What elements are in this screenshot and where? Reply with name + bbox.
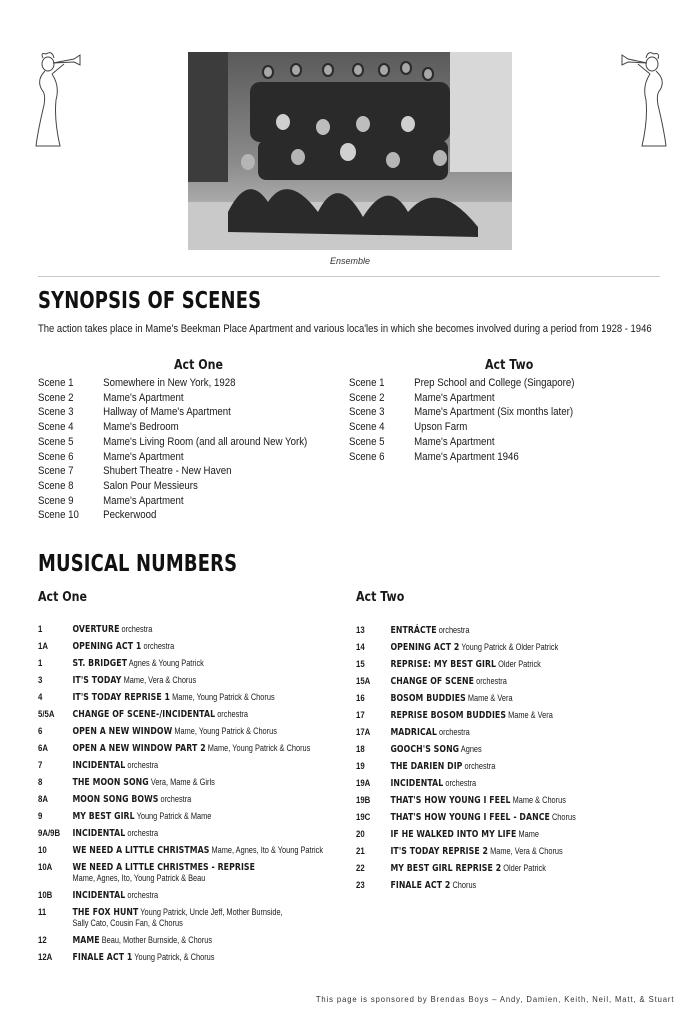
musical-act-one-list: 1 OVERTURE orchestra 1A OPENING ACT 1 orchestra 1 ST. BRIDGET Agnes & Young Patrick 3 IT'S TODAY Mame, Vera & Chorus 4 IT'S TODAY REPRISE 1 Mame, Young Patrick & Chorus 5/5A CHANGE OF SCENE-/INCIDENTAL orchestra 6 OPEN A NEW WINDOW Mame, Young Patrick & Chorus 6A OPEN A NEW WINDOW PART 2 Mame, Young Patrick & Chorus 7 INCIDENTAL orchestra 8 THE MOON SONG Vera, Mame & Girls 8A MOON SONG BOWS orchestra 9 MY BEST GIRL Young Patrick & Mame 9A/9B INCIDENTAL orchestra 10 WE NEED A LITTLE CHRISTMAS Mame, Agnes, Ito & Young Patrick 10A WE NEED A LITTLE CHRISTMES - REPRISE Mame, Agnes, Ito, Young Patrick & Beau 10B INCIDENTAL orchestra 11 THE FOX HUNT Young Patrick, Uncle Jeff, Mother Burnside, Sally Cato, Cousin Fan, & Chorus 12 MAME Beau, Mother Burnside, & Chorus 12A FINALE ACT 1 Young Patrick, & Chorus bbox=[38, 624, 324, 963]
photo-caption: Ensemble bbox=[329, 256, 371, 266]
scene-row: Scene 10 Peckerwood bbox=[38, 509, 157, 522]
synopsis-act-one-title: Act One bbox=[174, 358, 223, 373]
scene-row: Scene 5 Mame's Living Room (and all around New York) bbox=[38, 435, 308, 448]
synopsis-heading: SYNOPSIS OF SCENES bbox=[38, 288, 262, 314]
scene-row: Scene 4 Upson Farm bbox=[349, 421, 468, 434]
scene-row: Scene 1 Prep School and College (Singapore) bbox=[349, 377, 575, 389]
section-divider bbox=[38, 276, 660, 277]
scene-row: Scene 4 Mame's Bedroom bbox=[38, 421, 179, 434]
scene-row: Scene 3 Mame's Apartment (Six months later) bbox=[349, 406, 574, 419]
sponsor-footer: This page is sponsored by Brendas Boys – Andy, Damien, Keith, Neil, Matt, & Stuart bbox=[315, 994, 674, 1004]
trumpeter-figure-left bbox=[34, 50, 92, 150]
ensemble-photo bbox=[188, 52, 512, 250]
scene-row: Scene 7 Shubert Theatre - New Haven bbox=[38, 465, 232, 478]
scene-row: Scene 8 Salon Pour Messieurs bbox=[38, 479, 198, 492]
musical-act-two-list: 13 ENTRÁCTE orchestra 14 OPENING ACT 2 Young Patrick & Older Patrick 15 REPRISE: MY BEST GIRL Older Patrick 15A CHANGE OF SCENE orchestra 16 BOSOM BUDDIES Mame & Vera 17 REPRISE BOSOM BUDDIES Mame & Vera 17A MADRICAL orchestra 18 GOOCH'S SONG Agnes 19 THE DARIEN DIP orchestra 19A INCIDENTAL orchestra 19B THAT'S HOW YOUNG I FEEL Mame & Chorus 19C THAT'S HOW YOUNG I FEEL - DANCE Chorus 20 IF HE WALKED INTO MY LIFE Mame 21 IT'S TODAY REPRISE 2 Mame, Vera & Chorus 22 MY BEST GIRL REPRISE 2 Older Patrick 23 FINALE ACT 2 Chorus bbox=[356, 625, 576, 891]
scene-row: Scene 1 Somewhere in New York, 1928 bbox=[38, 377, 236, 389]
musical-act-one-title: Act One bbox=[38, 590, 87, 605]
scene-row: Scene 2 Mame's Apartment bbox=[349, 391, 495, 404]
scene-row: Scene 2 Mame's Apartment bbox=[38, 391, 184, 404]
synopsis-intro: The action takes place in Mame's Beekman Place Apartment and various loca'les in which she becomes involved during a period from 1928 - 1946 bbox=[38, 323, 652, 335]
scene-row: Scene 6 Mame's Apartment 1946 bbox=[349, 450, 519, 463]
synopsis-act-two-title: Act Two bbox=[485, 358, 534, 373]
scene-row: Scene 5 Mame's Apartment bbox=[349, 435, 495, 448]
musical-act-two-title: Act Two bbox=[356, 590, 405, 605]
scene-row: Scene 9 Mame's Apartment bbox=[38, 494, 184, 507]
scene-row: Scene 3 Hallway of Mame's Apartment bbox=[38, 406, 231, 419]
trumpeter-figure-right bbox=[612, 50, 670, 150]
musical-numbers-heading: MUSICAL NUMBERS bbox=[38, 551, 238, 577]
synopsis-act-two-scenes bbox=[349, 376, 574, 464]
scene-row: Scene 6 Mame's Apartment bbox=[38, 450, 184, 463]
synopsis-act-one-scenes bbox=[38, 376, 307, 523]
